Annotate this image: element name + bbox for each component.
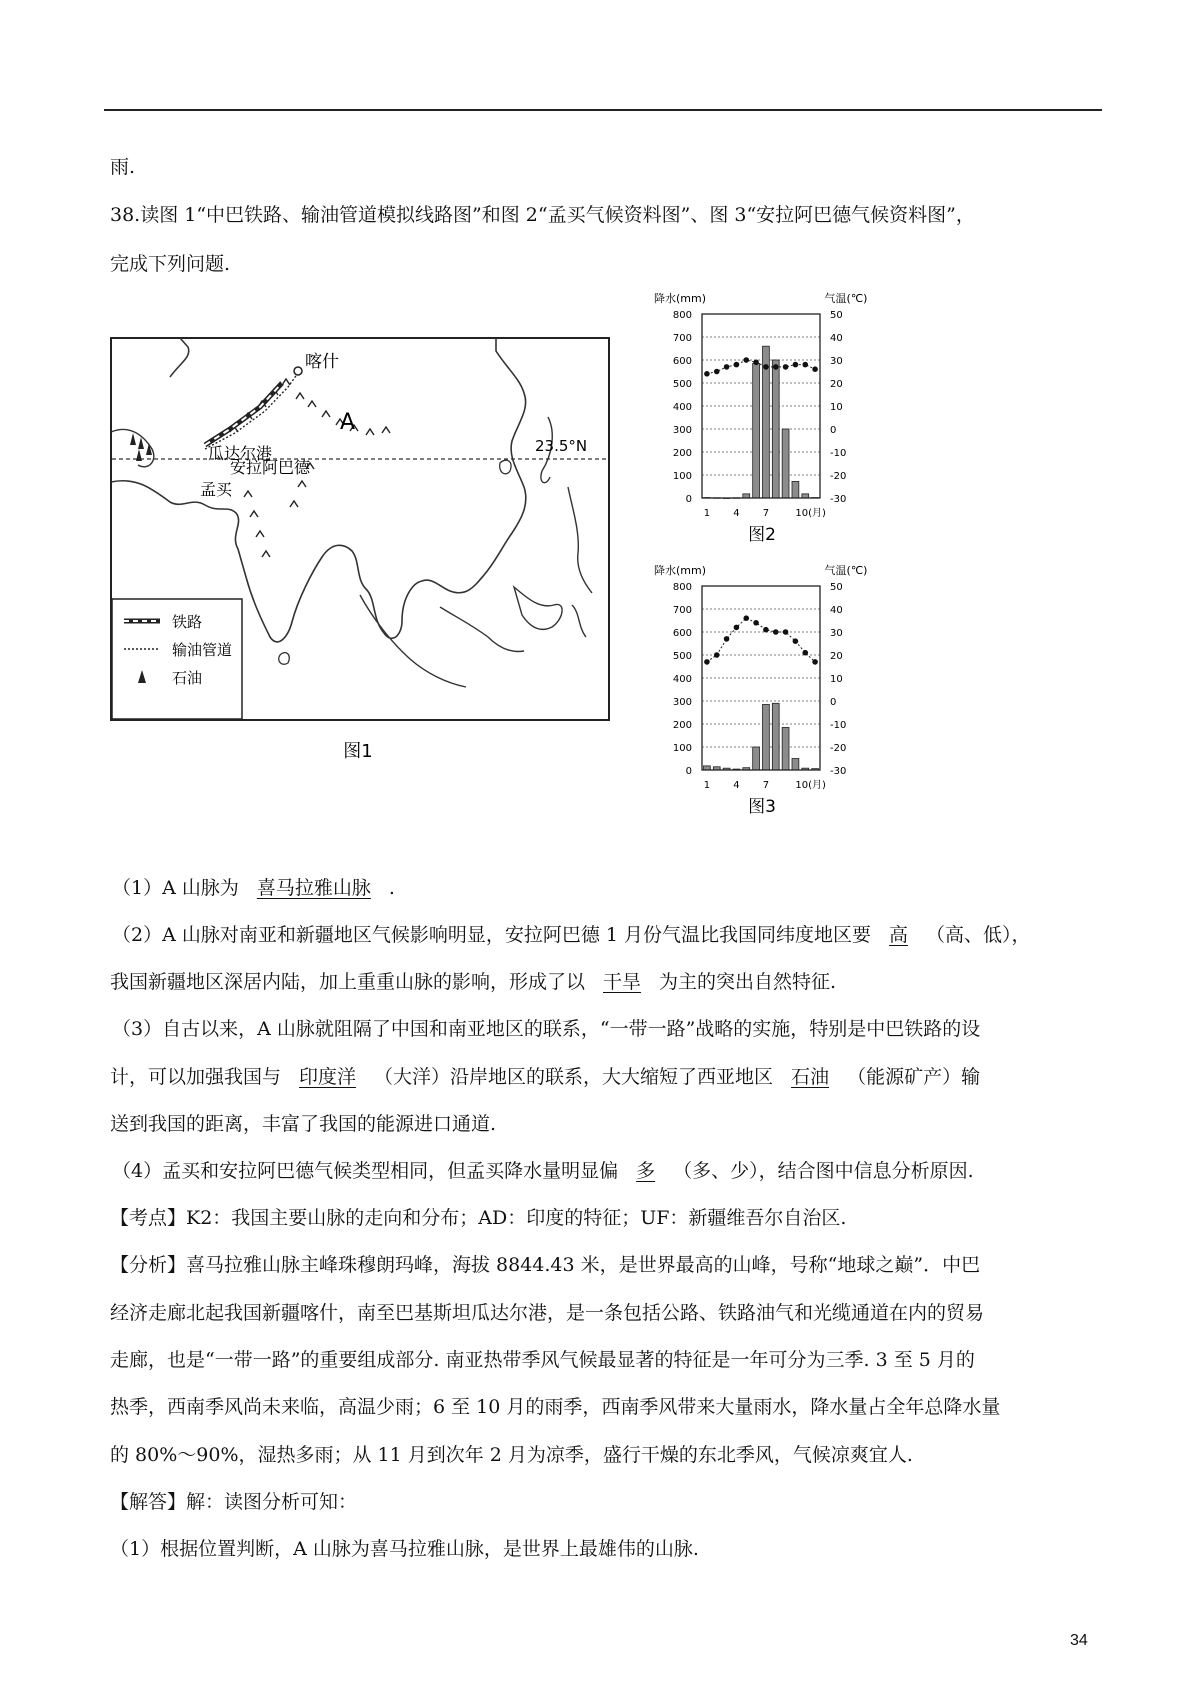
temperature-point: [714, 369, 720, 375]
legend-pipeline: 输油管道: [172, 641, 233, 659]
analysis-line-5: 的 80%～90%，湿热多雨；从 11 月到次年 2 月为凉季，盛行干燥的东北季风，气候凉爽宜人.: [110, 1444, 913, 1466]
solution-head: 【解答】解：读图分析可知：: [110, 1491, 358, 1513]
left-tick-label: 100: [672, 743, 692, 754]
solution-line-1: （1）根据位置判断，A 山脉为喜马拉雅山脉，是世界上最雄伟的山脉.: [110, 1538, 699, 1560]
legend-railway: 铁路: [172, 613, 203, 631]
right-tick-label: -10: [830, 448, 847, 459]
figure-2-chart: [650, 288, 880, 550]
header-rule: [104, 109, 1102, 111]
q4-text: （4）孟买和安拉阿巴德气候类型相同，但孟买降水量明显偏: [112, 1160, 619, 1182]
right-tick-label: 50: [830, 310, 843, 321]
temperature-point: [773, 364, 779, 370]
temperature-point: [724, 636, 730, 642]
label-allahabad: 安拉阿巴德: [230, 458, 311, 477]
x-tick-label: 7: [762, 780, 770, 791]
right-tick-label: 30: [830, 356, 843, 367]
left-tick-label: 0: [685, 766, 692, 777]
temperature-point: [793, 362, 799, 368]
temperature-point: [802, 650, 808, 656]
right-tick-label: -30: [830, 766, 847, 777]
question-line-1: 38.读图 1“中巴铁路、输油管道模拟线路图”和图 2“孟买气候资料图”、图 3“安拉阿巴德气候资料图”，: [110, 204, 975, 226]
left-tick-label: 600: [672, 356, 692, 367]
temperature-point: [812, 659, 818, 665]
precipitation-bar: [753, 363, 760, 498]
q2-line2-text: 我国新疆地区深居内陆，加上重重山脉的影响，形成了以: [110, 971, 586, 993]
precipitation-bar: [782, 429, 789, 498]
right-tick-label: -20: [830, 471, 847, 482]
q4-blank: 多: [636, 1160, 656, 1182]
q4-end: （多、少），结合图中信息分析原因.: [673, 1160, 974, 1182]
figure-3-chart: [650, 560, 880, 822]
q1-end: .: [388, 877, 395, 899]
right-tick-label: 20: [830, 651, 843, 662]
q2-line2-end: 为主的突出自然特征.: [659, 971, 837, 993]
left-axis-label: 降水(mm): [654, 564, 707, 577]
right-tick-label: 10: [830, 402, 843, 413]
temperature-point: [704, 659, 710, 665]
precipitation-bar: [792, 759, 799, 771]
left-tick-label: 700: [672, 333, 692, 344]
q3-end: （能源矿产）输: [847, 1066, 981, 1088]
temperature-point: [783, 364, 789, 370]
temperature-point: [753, 620, 759, 626]
right-tick-label: 0: [830, 697, 837, 708]
q3-text: 计，可以加强我国与: [110, 1066, 282, 1088]
q1-blank: 喜马拉雅山脉: [256, 877, 371, 899]
label-mountain-a: A: [340, 410, 356, 435]
temperature-point: [773, 629, 779, 635]
legend-oil: 石油: [172, 669, 203, 687]
right-tick-label: 50: [830, 582, 843, 593]
left-tick-label: 300: [672, 697, 692, 708]
label-gwadar: 瓜达尔港: [208, 444, 273, 463]
precipitation-bar: [753, 747, 760, 770]
right-tick-label: -30: [830, 494, 847, 505]
kaodian: 【考点】K2：我国主要山脉的走向和分布；AD：印度的特征；UF：新疆维吾尔自治区.: [110, 1207, 847, 1229]
left-tick-label: 800: [672, 582, 692, 593]
x-tick-label: 4: [733, 508, 740, 519]
x-tick-label: 1: [703, 508, 711, 519]
precipitation-bar: [763, 704, 770, 770]
q1-text: （1）A 山脉为: [112, 877, 239, 899]
left-tick-label: 100: [672, 471, 692, 482]
figure-1-caption: 图1: [343, 741, 373, 762]
left-tick-label: 300: [672, 425, 692, 436]
temperature-point: [704, 371, 710, 377]
kashgar-point: [294, 367, 302, 375]
temperature-point: [753, 360, 759, 366]
right-axis-label: 气温(℃): [824, 564, 868, 577]
q3-mid-text: （大洋）沿岸地区的联系，大大缩短了西亚地区: [374, 1066, 774, 1088]
right-tick-label: 40: [830, 333, 843, 344]
right-tick-label: 20: [830, 379, 843, 390]
right-tick-label: 0: [830, 425, 837, 436]
figure-caption: 图2: [748, 525, 776, 545]
temperature-point: [783, 629, 789, 635]
answer-2-line-1: [112, 921, 1031, 949]
analysis-line-3: 走廊，也是“一带一路”的重要组成部分. 南亚热带季风气候最显著的特征是一年可分为三季. 3 至 5 月的: [110, 1349, 975, 1371]
answer-3-line-3: 送到我国的距离，丰富了我国的能源进口通道.: [110, 1113, 497, 1135]
temperature-point: [724, 364, 730, 370]
figure-caption: 图3: [748, 797, 776, 817]
temperature-line: [707, 360, 815, 374]
answer-4: [112, 1157, 974, 1185]
analysis-line-2: 经济走廊北起我国新疆喀什，南至巴基斯坦瓜达尔港，是一条包括公路、铁路油气和光缆通道在内的贸易: [110, 1302, 985, 1324]
q2-blank: 高: [889, 924, 909, 946]
temperature-point: [812, 366, 818, 372]
temperature-point: [714, 652, 720, 658]
label-kashgar: 喀什: [305, 352, 339, 372]
left-tick-label: 400: [672, 402, 692, 413]
left-axis-label: 降水(mm): [654, 292, 707, 305]
temperature-point: [734, 625, 740, 631]
left-tick-label: 200: [672, 448, 692, 459]
temperature-point: [743, 615, 749, 621]
right-tick-label: 30: [830, 628, 843, 639]
page-number: 34: [1070, 1632, 1088, 1649]
answer-3-line-1: （3）自古以来，A 山脉就阻隔了中国和南亚地区的联系，“一带一路”战略的实施，特别是中巴铁路的设: [112, 1018, 981, 1040]
left-tick-label: 200: [672, 720, 692, 731]
temperature-point: [802, 362, 808, 368]
precipitation-bar: [792, 481, 799, 498]
temperature-point: [763, 627, 769, 633]
temperature-point: [743, 357, 749, 363]
q2-text: （2）A 山脉对南亚和新疆地区气候影响明显，安拉阿巴德 1 月份气温比我国同纬度地区要: [112, 924, 872, 946]
answer-3-line-2: [110, 1063, 980, 1091]
analysis-line-1: 【分析】喜马拉雅山脉主峰珠穆朗玛峰，海拔 8844.43 米，是世界最高的山峰，号称“地球之巅”．中巴: [110, 1254, 981, 1276]
temperature-point: [793, 638, 799, 644]
x-tick-label: 10(月): [795, 508, 826, 519]
left-tick-label: 800: [672, 310, 692, 321]
left-tick-label: 600: [672, 628, 692, 639]
question-line-2: 完成下列问题.: [110, 253, 231, 275]
intro-fragment: 雨.: [110, 156, 136, 178]
left-tick-label: 500: [672, 379, 692, 390]
right-tick-label: 10: [830, 674, 843, 685]
right-tick-label: 40: [830, 605, 843, 616]
left-tick-label: 400: [672, 674, 692, 685]
answer-2-line-2: [110, 968, 836, 996]
label-mumbai: 孟买: [200, 480, 233, 499]
right-tick-label: -10: [830, 720, 847, 731]
map-legend: [112, 599, 242, 719]
x-tick-label: 7: [762, 508, 770, 519]
q2-options: （高、低），: [926, 924, 1031, 946]
x-tick-label: 4: [733, 780, 740, 791]
answer-1: [112, 874, 395, 902]
left-tick-label: 0: [685, 494, 692, 505]
q3-blank-ocean: 印度洋: [299, 1066, 357, 1088]
left-tick-label: 700: [672, 605, 692, 616]
precipitation-bar: [772, 703, 779, 770]
latitude-label: 23.5°N: [535, 437, 588, 455]
x-tick-label: 1: [703, 780, 711, 791]
precipitation-bar: [782, 727, 789, 770]
right-tick-label: -20: [830, 743, 847, 754]
precipitation-bar: [772, 360, 779, 498]
temperature-point: [763, 364, 769, 370]
left-tick-label: 500: [672, 651, 692, 662]
temperature-point: [734, 362, 740, 368]
q2-line2-blank: 干旱: [603, 971, 642, 993]
x-tick-label: 10(月): [795, 780, 826, 791]
q3-blank-energy: 石油: [791, 1066, 830, 1088]
analysis-line-4: 热季，西南季风尚未来临，高温少雨；6 至 10 月的雨季，西南季风带来大量雨水，降水量占全年总降水量: [110, 1396, 1001, 1418]
figure-1-map: [110, 337, 615, 767]
right-axis-label: 气温(℃): [824, 292, 868, 305]
